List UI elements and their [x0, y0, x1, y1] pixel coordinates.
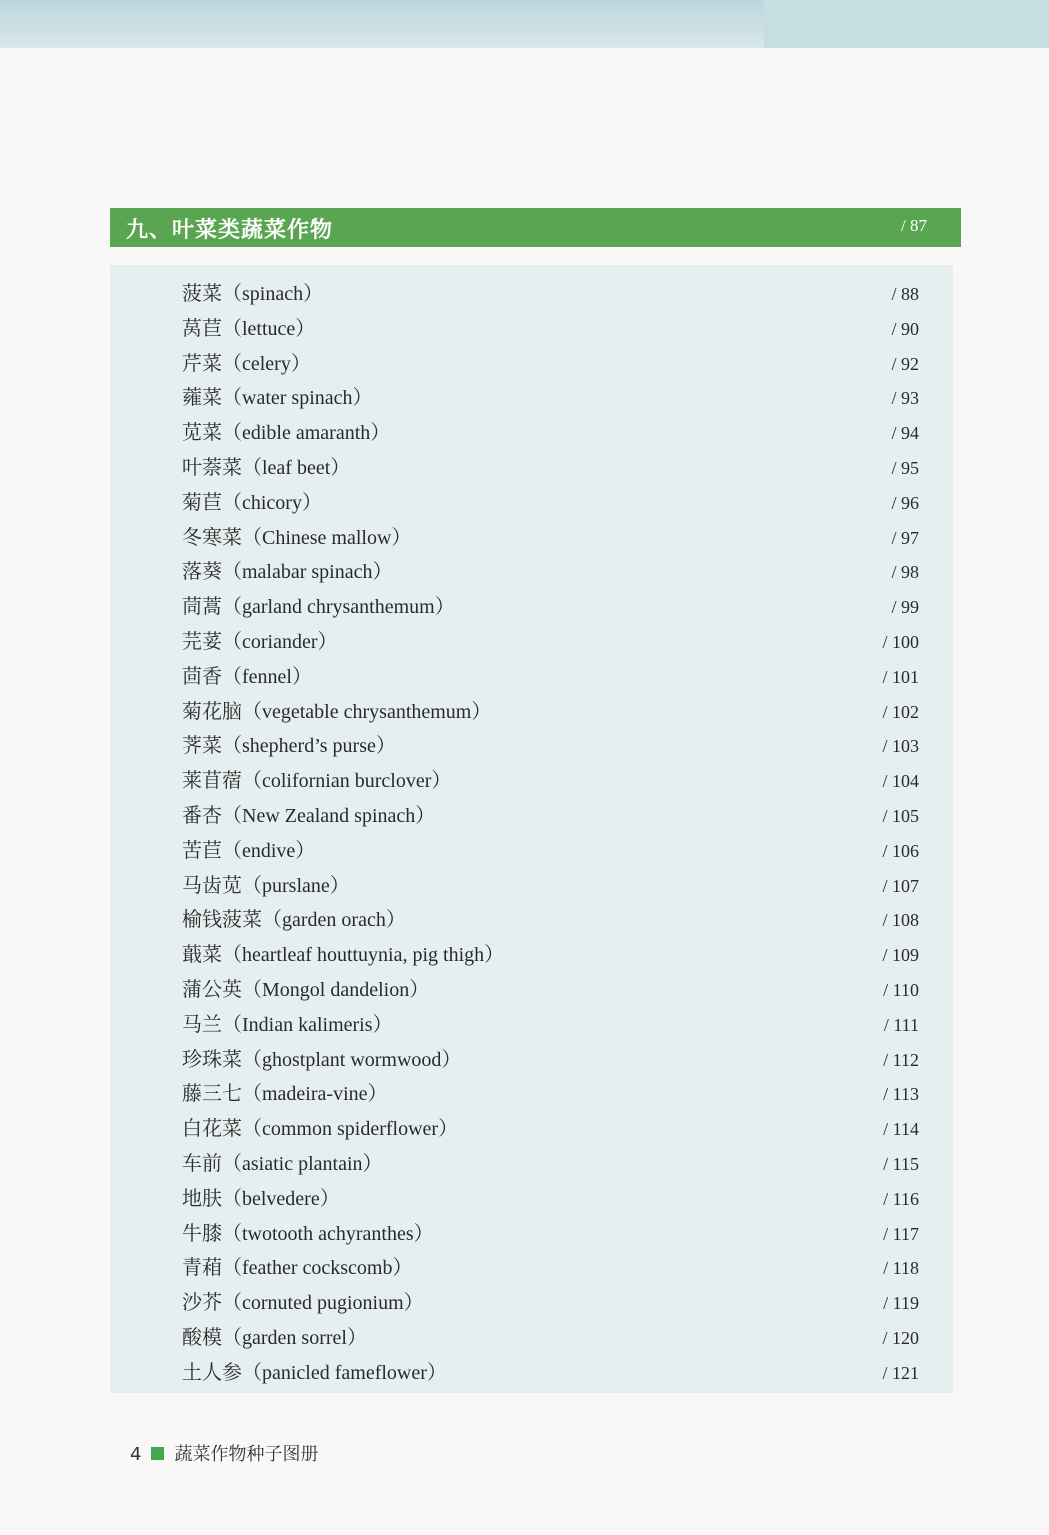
toc-entry[interactable]: [110, 973, 953, 1008]
toc-entry-label: 苋菜（edible amaranth）: [182, 422, 391, 445]
page-footer: [130, 1440, 318, 1466]
toc-entry[interactable]: [110, 625, 953, 660]
toc-entry-label: 芫荽（coriander）: [182, 630, 338, 653]
toc-entry-page: / 99: [891, 597, 919, 618]
toc-entry[interactable]: [110, 277, 953, 312]
toc-entry-page: / 105: [882, 805, 919, 826]
toc-entry-page: / 117: [883, 1223, 919, 1244]
section-title: 九、叶菜类蔬菜作物: [126, 218, 334, 243]
toc-entry[interactable]: [110, 486, 953, 521]
toc-entry-page: / 111: [883, 1014, 919, 1035]
footer-book-title: 蔬菜作物种子图册: [174, 1444, 319, 1465]
toc-entry-label: 牛膝（twotooth achyranthes）: [182, 1222, 434, 1245]
toc-list: [110, 277, 953, 1391]
footer-page-number: 4: [130, 1444, 142, 1465]
toc-entry-label: 藤三七（madeira-vine）: [182, 1083, 388, 1106]
toc-entry[interactable]: [110, 1251, 953, 1286]
toc-entry-label: 沙芥（cornuted pugionium）: [182, 1292, 424, 1315]
toc-entry-label: 青葙（feather cockscomb）: [182, 1257, 413, 1280]
toc-entry-label: 马兰（Indian kalimeris）: [182, 1013, 393, 1036]
toc-entry-page: / 103: [882, 736, 919, 757]
toc-entry[interactable]: [110, 1356, 953, 1391]
toc-entry-label: 茴香（fennel）: [182, 665, 312, 688]
toc-entry-label: 荠菜（shepherd’s purse）: [182, 735, 396, 758]
toc-entry[interactable]: [110, 590, 953, 625]
toc-entry-page: / 88: [891, 284, 919, 304]
toc-entry-label: 苦苣（endive）: [182, 839, 316, 862]
toc-entry[interactable]: [110, 416, 953, 451]
toc-entry-label: 茼蒿（garland chrysanthemum）: [182, 596, 455, 619]
toc-entry-page: / 114: [883, 1119, 919, 1140]
toc-entry[interactable]: [110, 1182, 953, 1217]
toc-entry[interactable]: [110, 1286, 953, 1321]
toc-entry-page: / 113: [883, 1084, 919, 1105]
toc-entry-label: 酸模（garden sorrel）: [182, 1326, 367, 1349]
toc-entry-page: / 93: [891, 388, 919, 409]
toc-entry-page: / 116: [883, 1188, 919, 1209]
toc-entry[interactable]: [110, 1008, 953, 1043]
section-header-bar: [110, 208, 961, 247]
toc-entry[interactable]: [110, 381, 953, 416]
toc-entry[interactable]: [110, 1112, 953, 1147]
toc-entry-page: / 100: [882, 631, 919, 652]
toc-entry-page: / 96: [891, 492, 919, 513]
toc-entry-page: / 98: [891, 562, 919, 583]
toc-entry-label: 土人参（panicled fameflower）: [182, 1361, 447, 1384]
toc-entry-page: / 107: [882, 875, 919, 896]
toc-entry-page: / 97: [891, 527, 919, 548]
toc-entry-label: 莱苜蓿（colifornian burclover）: [182, 770, 452, 793]
toc-entry-page: / 106: [882, 840, 919, 861]
toc-entry[interactable]: [110, 869, 953, 904]
toc-entry-label: 落葵（malabar spinach）: [182, 561, 393, 584]
toc-entry-label: 菊花脑（vegetable chrysanthemum）: [182, 700, 492, 723]
toc-entry-label: 蕺菜（heartleaf houttuynia, pig thigh）: [182, 944, 505, 967]
toc-entry[interactable]: [110, 1043, 953, 1078]
toc-entry[interactable]: [110, 903, 953, 938]
toc-entry-label: 叶萘菜（leaf beet）: [182, 456, 351, 479]
toc-entry-label: 马齿苋（purslane）: [182, 874, 350, 897]
toc-entry-label: 白花菜（common spiderflower）: [182, 1118, 459, 1141]
toc-entry[interactable]: [110, 834, 953, 869]
toc-entry[interactable]: [110, 521, 953, 556]
toc-entry-label: 菠菜（spinach）: [182, 283, 324, 305]
toc-entry-label: 地肤（belvedere）: [182, 1187, 340, 1210]
toc-entry-page: / 101: [882, 666, 919, 687]
toc-entry-page: / 118: [883, 1258, 919, 1279]
toc-entry-page: / 119: [883, 1293, 919, 1314]
toc-entry[interactable]: [110, 729, 953, 764]
toc-entry-label: 冬寒菜（Chinese mallow）: [182, 526, 412, 549]
toc-entry[interactable]: [110, 1217, 953, 1252]
toc-entry[interactable]: [110, 451, 953, 486]
top-header-strip-right: [764, 0, 1049, 48]
toc-entry[interactable]: [110, 1077, 953, 1112]
toc-entry-page: / 112: [883, 1049, 919, 1070]
section-page-number: / 87: [901, 216, 927, 235]
toc-entry-label: 蒲公英（Mongol dandelion）: [182, 978, 430, 1001]
toc-entry-page: / 104: [882, 771, 919, 792]
toc-entry-page: / 109: [882, 945, 919, 966]
toc-entry-page: / 120: [882, 1327, 919, 1348]
toc-entry[interactable]: [110, 799, 953, 834]
toc-panel: [110, 265, 953, 1393]
toc-entry-page: / 92: [891, 353, 919, 374]
toc-entry-page: / 108: [882, 910, 919, 931]
toc-entry[interactable]: [110, 938, 953, 973]
toc-entry-page: / 121: [882, 1362, 919, 1383]
toc-entry[interactable]: [110, 695, 953, 730]
toc-entry-label: 蕹菜（water spinach）: [182, 387, 373, 410]
toc-entry-label: 芹菜（celery）: [182, 352, 311, 375]
toc-entry-page: / 90: [891, 318, 919, 339]
toc-entry-label: 菊苣（chicory）: [182, 491, 322, 514]
toc-entry-label: 珍珠菜（ghostplant wormwood）: [182, 1048, 462, 1071]
toc-entry-page: / 102: [882, 701, 919, 722]
toc-entry-page: / 94: [891, 423, 919, 444]
toc-entry-page: / 95: [891, 457, 919, 478]
toc-entry[interactable]: [110, 1321, 953, 1356]
toc-entry-label: 车前（asiatic plantain）: [182, 1152, 383, 1175]
toc-entry-page: / 115: [883, 1153, 919, 1174]
footer-square-icon: [151, 1447, 164, 1460]
toc-entry[interactable]: [110, 1147, 953, 1182]
toc-entry[interactable]: [110, 764, 953, 799]
toc-entry[interactable]: [110, 660, 953, 695]
toc-entry[interactable]: [110, 312, 953, 347]
toc-entry[interactable]: [110, 347, 953, 382]
toc-entry-label: 莴苣（lettuce）: [182, 317, 316, 340]
toc-entry[interactable]: [110, 555, 953, 590]
toc-entry-page: / 110: [883, 979, 919, 1000]
toc-entry-label: 榆钱菠菜（garden orach）: [182, 909, 406, 932]
toc-entry-label: 番杏（New Zealand spinach）: [182, 804, 436, 827]
